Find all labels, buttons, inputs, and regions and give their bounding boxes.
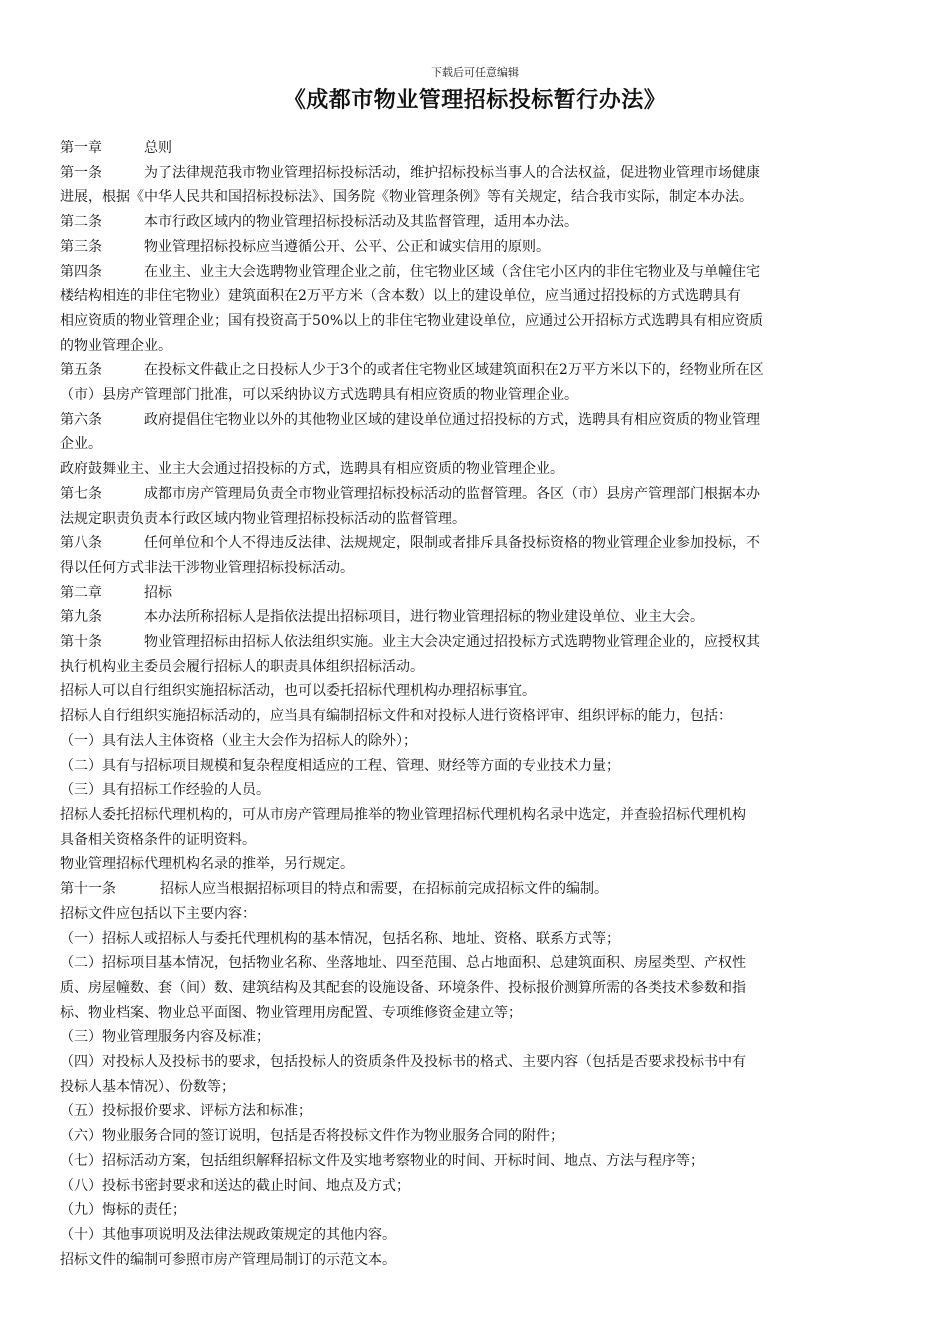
- text-line: [60, 1099, 892, 1124]
- document-title: 《成都市物业管理招标投标暂行办法》: [283, 87, 667, 113]
- article-text: 招标: [144, 584, 172, 601]
- article-text: 招标人自行组织实施招标活动的，应当具有编制招标文件和对投标人进行资格评审、组织评标的能力，包括：: [60, 708, 732, 725]
- article-label: 第十一条: [60, 881, 116, 898]
- article-text: （六）物业服务合同的签订说明，包括是否将投标文件作为物业服务合同的附件；: [60, 1128, 564, 1145]
- article-label: 第三条: [60, 238, 102, 255]
- text-line: [60, 358, 892, 383]
- article-text: （三）物业管理服务内容及标准；: [60, 1029, 270, 1046]
- article-text: （三）具有招标工作经验的人员。: [60, 782, 270, 799]
- article-text: 成都市房产管理局负责全市物业管理招标投标活动的监督管理。各区（市）县房产管理部门根据本办: [144, 485, 760, 502]
- article-text: 执行机构业主委员会履行招标人的职责具体组织招标活动。: [60, 658, 424, 675]
- article-text: （二）招标项目基本情况，包括物业名称、坐落地址、四至范围、总占地面积、总建筑面积、房屋类型、产权性: [60, 955, 746, 972]
- text-line: [60, 1198, 892, 1223]
- article-label: 第九条: [60, 609, 102, 626]
- article-text: 招标文件的编制可参照市房产管理局制订的示范文本。: [60, 1251, 396, 1268]
- article-text: 招标文件应包括以下主要内容：: [60, 905, 256, 922]
- text-line: [60, 902, 892, 927]
- article-label: 第一条: [60, 164, 102, 181]
- article-text: 政府提倡住宅物业以外的其他物业区域的建设单位通过招投标的方式，选聘具有相应资质的物业管理: [144, 411, 760, 428]
- text-line: [60, 309, 892, 334]
- article-text: 任何单位和个人不得违反法律、法规规定，限制或者排斥具备投标资格的物业管理企业参加投标，不: [144, 535, 760, 552]
- text-line: [60, 828, 892, 853]
- article-text: 招标人应当根据招标项目的特点和需要，在招标前完成招标文件的编制。: [160, 881, 608, 898]
- text-line: [60, 1124, 892, 1149]
- text-line: [60, 976, 892, 1001]
- article-text: 进展，根据《中华人民共和国招标投标法》、国务院《物业管理条例》等有关规定，结合我市实际，制定本办法。: [60, 189, 753, 206]
- article-text: （市）县房产管理部门批准，可以采纳协议方式选聘具有相应资质的物业管理企业。: [60, 387, 578, 404]
- article-label: 第四条: [60, 263, 102, 280]
- text-line: [60, 754, 892, 779]
- header-note: 下载后可任意编辑: [431, 66, 519, 79]
- article-text: （五）投标报价要求、评标方法和标准；: [60, 1103, 312, 1120]
- article-text: 本办法所称招标人是指依法提出招标项目，进行物业管理招标的物业建设单位、业主大会。: [144, 609, 704, 626]
- text-line: [60, 284, 892, 309]
- text-line: [60, 1001, 892, 1026]
- article-text: 政府鼓舞业主、业主大会通过招投标的方式，选聘具有相应资质的物业管理企业。: [60, 461, 564, 478]
- article-text: （八）投标书密封要求和送达的截止时间、地点及方式；: [60, 1177, 410, 1194]
- text-line: [60, 260, 892, 285]
- article-text: 质、房屋幢数、套（间）数、建筑结构及其配套的设施设备、环境条件、投标报价测算所需的各类技术参数和指: [60, 979, 746, 996]
- text-line: [60, 951, 892, 976]
- article-text: 为了法律规范我市物业管理招标投标活动，维护招标投标当事人的合法权益，促进物业管理市场健康: [144, 164, 760, 181]
- article-label: 第十条: [60, 634, 102, 651]
- text-line: [60, 334, 892, 359]
- article-label: 第六条: [60, 411, 102, 428]
- text-line: [60, 1025, 892, 1050]
- text-line: [60, 852, 892, 877]
- text-line: [60, 1149, 892, 1174]
- text-line: [60, 408, 892, 433]
- article-text: （二）具有与招标项目规模和复杂程度相适应的工程、管理、财经等方面的专业技术力量；: [60, 757, 620, 774]
- text-line: [60, 630, 892, 655]
- article-text: 得以任何方式非法干涉物业管理招标投标活动。: [60, 559, 354, 576]
- article-text: 物业管理招标由招标人依法组织实施。业主大会决定通过招投标方式选聘物业管理企业的，应授权其: [144, 634, 760, 651]
- article-text: （一）具有法人主体资格（业主大会作为招标人的除外）；: [60, 732, 417, 749]
- text-line: [60, 457, 892, 482]
- article-text: （七）招标活动方案，包括组织解释招标文件及实地考察物业的时间、开标时间、地点、方法与程序等；: [60, 1152, 704, 1169]
- article-text: 招标人可以自行组织实施招标活动，也可以委托招标代理机构办理招标事宜。: [60, 683, 536, 700]
- article-label: 第八条: [60, 535, 102, 552]
- text-line: [60, 383, 892, 408]
- article-label: 第七条: [60, 485, 102, 502]
- article-text: 法规定职责负责本行政区域内物业管理招标投标活动的监督管理。: [60, 510, 466, 527]
- article-text: （一）招标人或招标人与委托代理机构的基本情况，包括名称、地址、资格、联系方式等；: [60, 930, 620, 947]
- article-label: 第二章: [60, 584, 102, 601]
- text-line: [60, 185, 892, 210]
- text-line: [60, 877, 892, 902]
- article-text: 在投标文件截止之日投标人少于3个的或者住宅物业区域建筑面积在2万平方米以下的，经物业所在区: [144, 362, 764, 379]
- text-line: [60, 729, 892, 754]
- text-line: [60, 655, 892, 680]
- text-line: [60, 605, 892, 630]
- article-text: 物业管理招标代理机构名录的推举，另行规定。: [60, 856, 354, 873]
- text-line: [60, 927, 892, 952]
- text-line: [60, 1223, 892, 1248]
- article-text: 物业管理招标投标应当遵循公开、公平、公正和诚实信用的原则。: [144, 238, 550, 255]
- text-line: [60, 531, 892, 556]
- document-body: [60, 136, 892, 1272]
- article-text: （九）悔标的责任；: [60, 1202, 186, 1219]
- article-text: 相应资质的物业管理企业；国有投资高于50%以上的非住宅物业建设单位，应通过公开招标方式选聘具有相应资质: [60, 312, 764, 329]
- article-label: 第五条: [60, 362, 102, 379]
- text-line: [60, 581, 892, 606]
- article-text: 总则: [144, 140, 172, 156]
- text-line: [60, 556, 892, 581]
- article-text: 招标人委托招标代理机构的，可从市房产管理局推举的物业管理招标代理机构名录中选定，并查验招标代理机构: [60, 806, 746, 823]
- text-line: [60, 803, 892, 828]
- text-line: [60, 1050, 892, 1075]
- text-line: [60, 507, 892, 532]
- text-line: [60, 778, 892, 803]
- article-text: 在业主、业主大会选聘物业管理企业之前，住宅物业区域（含住宅小区内的非住宅物业及与单幢住宅: [144, 263, 760, 280]
- text-line: [60, 432, 892, 457]
- text-line: [60, 136, 892, 161]
- text-line: [60, 679, 892, 704]
- article-label: 第一章: [60, 140, 102, 156]
- text-line: [60, 210, 892, 235]
- article-text: （十）其他事项说明及法律法规政策规定的其他内容。: [60, 1226, 396, 1243]
- text-line: [60, 482, 892, 507]
- article-text: 的物业管理企业。: [60, 337, 172, 354]
- article-text: 本市行政区域内的物业管理招标投标活动及其监督管理，适用本办法。: [144, 214, 578, 231]
- text-line: [60, 1248, 892, 1273]
- text-line: [60, 704, 892, 729]
- article-label: 第二条: [60, 214, 102, 231]
- article-text: 企业。: [60, 436, 102, 453]
- article-text: 投标人基本情况）、份数等；: [60, 1078, 235, 1095]
- article-text: 具备相关资格条件的证明资料。: [60, 831, 256, 848]
- article-text: （四）对投标人及投标书的要求，包括投标人的资质条件及投标书的格式、主要内容（包括是否要求投标书中有: [60, 1054, 746, 1071]
- article-text: 楼结构相连的非住宅物业）建筑面积在2万平方米（含本数）以上的建设单位，应当通过招投标的方式选聘具有: [60, 288, 741, 305]
- text-line: [60, 1075, 892, 1100]
- text-line: [60, 161, 892, 186]
- text-line: [60, 235, 892, 260]
- text-line: [60, 1174, 892, 1199]
- article-text: 标、物业档案、物业总平面图、物业管理用房配置、专项维修资金建立等；: [60, 1004, 522, 1021]
